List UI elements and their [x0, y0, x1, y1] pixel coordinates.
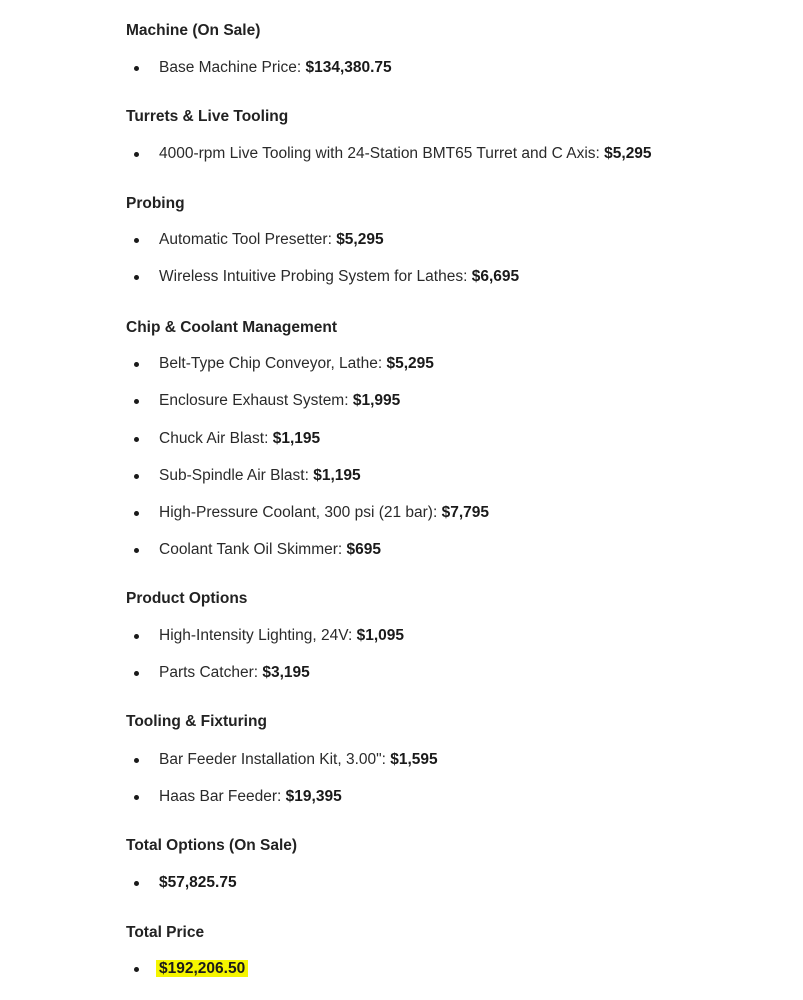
bullet-icon [134, 362, 139, 367]
item-price: $1,195 [272, 430, 321, 447]
bullet-icon [134, 275, 139, 280]
bullet-icon [134, 634, 139, 639]
item-price: $6,695 [471, 268, 520, 285]
bullet-icon [134, 66, 139, 71]
item-price: $19,395 [285, 788, 342, 805]
bullet-icon [134, 795, 139, 800]
item-label: Sub-Spindle Air Blast: [159, 467, 314, 484]
bullet-icon [134, 437, 139, 442]
section-heading: Probing [126, 195, 185, 212]
item-label: Coolant Tank Oil Skimmer: [159, 541, 347, 558]
bullet-icon [134, 671, 139, 676]
section-heading: Total Price [126, 924, 205, 941]
item-label: High-Intensity Lighting, 24V: [159, 627, 357, 644]
bullet-icon [134, 548, 139, 553]
section-heading: Product Options [126, 590, 248, 607]
section-heading: Machine (On Sale) [126, 22, 261, 39]
item-label: Haas Bar Feeder: [159, 788, 286, 805]
item-label: Wireless Intuitive Probing System for Lathes: [159, 268, 472, 285]
total-options-value: $57,825.75 [159, 874, 237, 891]
item-price: $1,095 [356, 627, 405, 644]
bullet-icon [134, 399, 139, 404]
total-price-value: $192,206.50 [156, 960, 248, 977]
section-heading: Tooling & Fixturing [126, 713, 267, 730]
item-price: $1,995 [352, 392, 401, 409]
item-price: $7,795 [441, 504, 490, 521]
bullet-icon [134, 152, 139, 157]
item-label: Chuck Air Blast: [159, 430, 273, 447]
item-label: Bar Feeder Installation Kit, 3.00": [159, 751, 391, 768]
item-price: $134,380.75 [305, 59, 392, 76]
bullet-icon [134, 474, 139, 479]
item-label: Automatic Tool Presetter: [159, 231, 337, 248]
bullet-icon [134, 238, 139, 243]
item-price: $695 [346, 541, 381, 558]
bullet-icon [134, 758, 139, 763]
item-price: $3,195 [262, 664, 310, 681]
item-price: $5,295 [604, 145, 652, 162]
bullet-icon [134, 511, 139, 516]
section-heading: Total Options (On Sale) [126, 837, 298, 854]
item-label: Parts Catcher: [159, 664, 263, 681]
item-label: 4000-rpm Live Tooling with 24-Station BMT65 Turret and C Axis: [159, 145, 605, 162]
item-label: Base Machine Price: [159, 59, 306, 76]
bullet-icon [134, 967, 139, 972]
item-label: Belt-Type Chip Conveyor, Lathe: [159, 355, 387, 372]
bullet-icon [134, 881, 139, 886]
item-price: $5,295 [386, 355, 434, 372]
item-label: Enclosure Exhaust System: [159, 392, 353, 409]
section-heading: Turrets & Live Tooling [126, 108, 289, 125]
item-price: $1,195 [313, 467, 361, 484]
item-label: High-Pressure Coolant, 300 psi (21 bar): [159, 504, 442, 521]
item-price: $1,595 [390, 751, 438, 768]
item-price: $5,295 [336, 231, 384, 248]
section-heading: Chip & Coolant Management [126, 319, 337, 336]
